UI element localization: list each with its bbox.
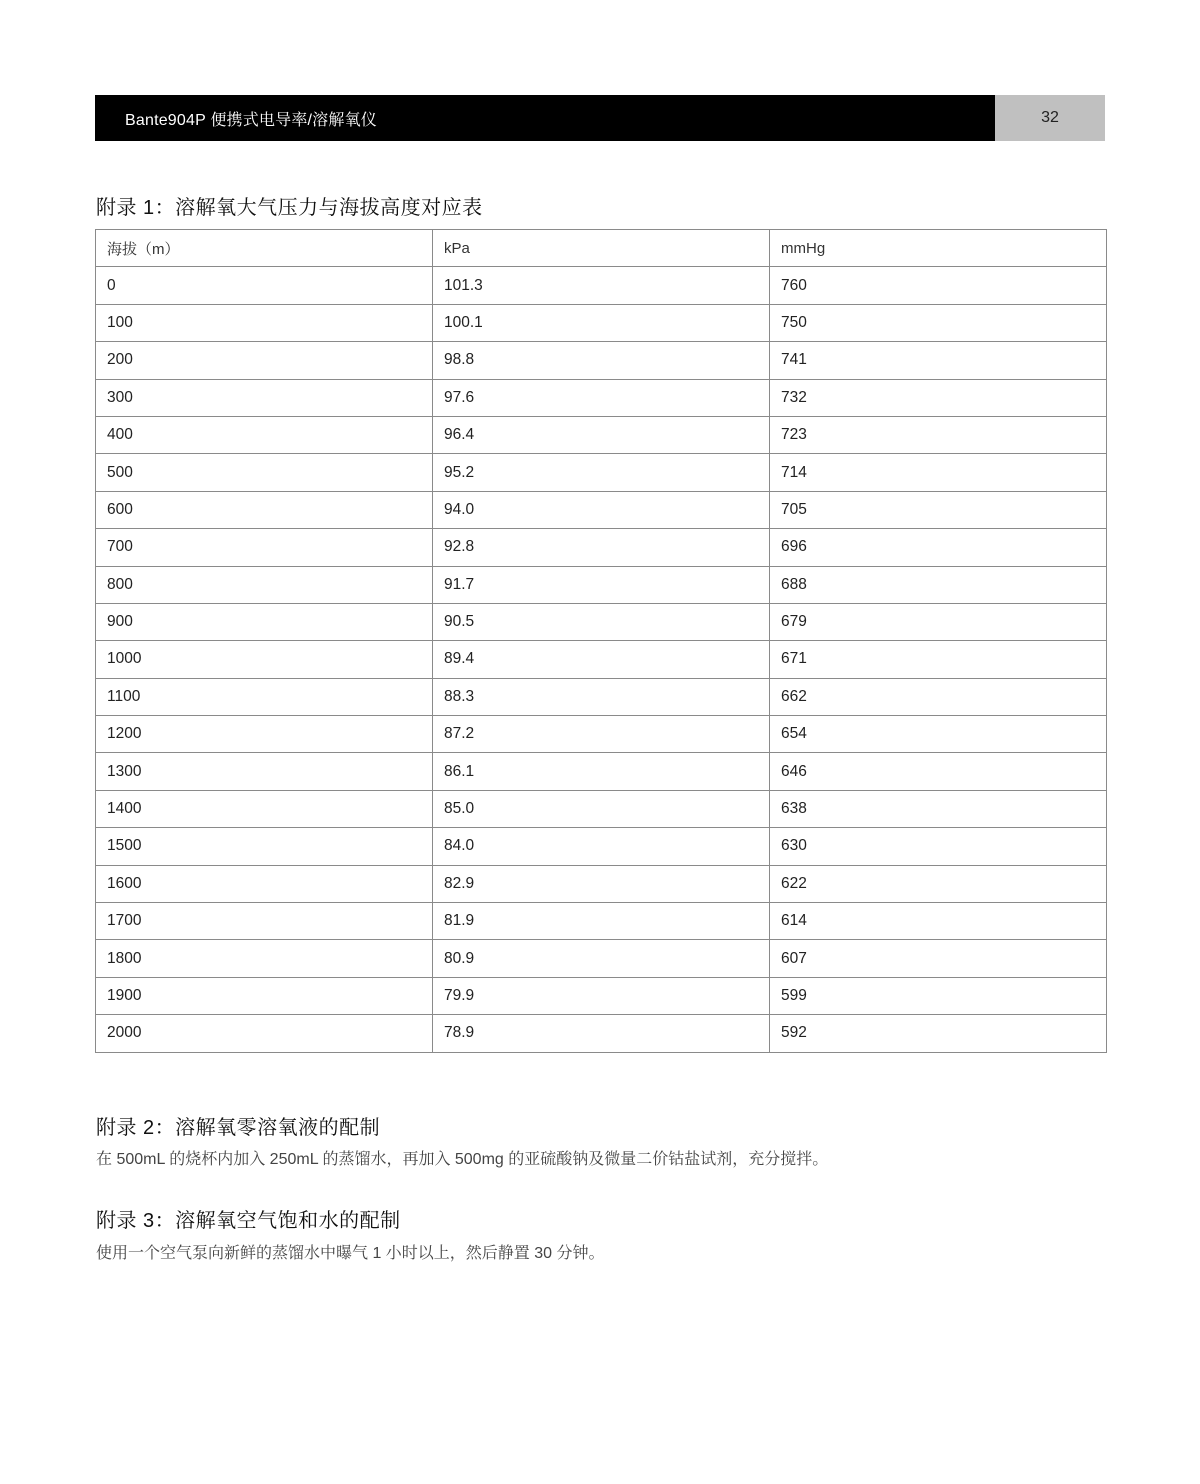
- table-row: [96, 641, 1107, 678]
- table-row: [96, 865, 1107, 902]
- page-number-block: [995, 95, 1105, 141]
- cell-mmhg: 671: [770, 641, 1107, 678]
- cell-kpa: 82.9: [433, 865, 770, 902]
- cell-altitude: 800: [96, 566, 433, 603]
- cell-kpa: 78.9: [433, 1015, 770, 1052]
- cell-mmhg: 741: [770, 342, 1107, 379]
- table-row: [96, 267, 1107, 304]
- appendix3-body: 使用一个空气泵向新鲜的蒸馏水中曝气 1 小时以上，然后静置 30 分钟。: [96, 1245, 605, 1262]
- table-row: [96, 828, 1107, 865]
- table-row: [96, 379, 1107, 416]
- cell-altitude: 200: [96, 342, 433, 379]
- table-row: [96, 977, 1107, 1014]
- table-row: [96, 603, 1107, 640]
- cell-mmhg: 607: [770, 940, 1107, 977]
- table-row: [96, 491, 1107, 528]
- cell-altitude: 0: [96, 267, 433, 304]
- cell-mmhg: 638: [770, 790, 1107, 827]
- cell-mmhg: 622: [770, 865, 1107, 902]
- table-row: [96, 416, 1107, 453]
- cell-mmhg: 679: [770, 603, 1107, 640]
- cell-altitude: 1800: [96, 940, 433, 977]
- cell-kpa: 89.4: [433, 641, 770, 678]
- cell-mmhg: 696: [770, 529, 1107, 566]
- cell-altitude: 1900: [96, 977, 433, 1014]
- appendix2-body: 在 500mL 的烧杯内加入 250mL 的蒸馏水，再加入 500mg 的亚硫酸钠及微量二价钴盐试剂，充分搅拌。: [96, 1151, 829, 1168]
- table-row: [96, 903, 1107, 940]
- table-row: [96, 716, 1107, 753]
- cell-kpa: 90.5: [433, 603, 770, 640]
- cell-mmhg: 705: [770, 491, 1107, 528]
- cell-mmhg: 750: [770, 304, 1107, 341]
- cell-mmhg: 662: [770, 678, 1107, 715]
- cell-altitude: 1600: [96, 865, 433, 902]
- cell-kpa: 96.4: [433, 416, 770, 453]
- cell-kpa: 87.2: [433, 716, 770, 753]
- table-row: [96, 940, 1107, 977]
- cell-altitude: 1200: [96, 716, 433, 753]
- cell-altitude: 300: [96, 379, 433, 416]
- cell-kpa: 98.8: [433, 342, 770, 379]
- table-row: [96, 529, 1107, 566]
- table-row: [96, 753, 1107, 790]
- cell-mmhg: 592: [770, 1015, 1107, 1052]
- cell-altitude: 900: [96, 603, 433, 640]
- cell-mmhg: 732: [770, 379, 1107, 416]
- cell-kpa: 84.0: [433, 828, 770, 865]
- document-title: Bante904P 便携式电导率/溶解氧仪: [125, 111, 377, 129]
- cell-altitude: 1500: [96, 828, 433, 865]
- cell-kpa: 85.0: [433, 790, 770, 827]
- cell-altitude: 700: [96, 529, 433, 566]
- appendix3-title: 附录 3：溶解氧空气饱和水的配制: [96, 1210, 401, 1232]
- appendix1-title: 附录 1：溶解氧大气压力与海拔高度对应表: [96, 197, 483, 219]
- appendix2-title: 附录 2：溶解氧零溶氧液的配制: [96, 1117, 381, 1139]
- cell-altitude: 1700: [96, 903, 433, 940]
- cell-kpa: 80.9: [433, 940, 770, 977]
- cell-mmhg: 599: [770, 977, 1107, 1014]
- cell-altitude: 400: [96, 416, 433, 453]
- cell-altitude: 100: [96, 304, 433, 341]
- cell-kpa: 95.2: [433, 454, 770, 491]
- cell-mmhg: 614: [770, 903, 1107, 940]
- table-row: [96, 1015, 1107, 1052]
- altitude-pressure-table: [95, 229, 1107, 1053]
- cell-kpa: 91.7: [433, 566, 770, 603]
- table-row: [96, 566, 1107, 603]
- cell-altitude: 1100: [96, 678, 433, 715]
- header-title-block: [95, 95, 995, 141]
- cell-mmhg: 714: [770, 454, 1107, 491]
- cell-kpa: 92.8: [433, 529, 770, 566]
- altitude-pressure-table-container: [95, 229, 1106, 1053]
- cell-kpa: 86.1: [433, 753, 770, 790]
- table-row: [96, 454, 1107, 491]
- cell-kpa: 94.0: [433, 491, 770, 528]
- cell-mmhg: 646: [770, 753, 1107, 790]
- cell-altitude: 1000: [96, 641, 433, 678]
- page-header: [95, 95, 1105, 141]
- table-row: [96, 678, 1107, 715]
- table-row: [96, 342, 1107, 379]
- column-header-mmhg: mmHg: [770, 230, 1107, 267]
- cell-altitude: 500: [96, 454, 433, 491]
- table-row: [96, 304, 1107, 341]
- column-header-kpa: kPa: [433, 230, 770, 267]
- cell-mmhg: 688: [770, 566, 1107, 603]
- cell-kpa: 88.3: [433, 678, 770, 715]
- cell-kpa: 81.9: [433, 903, 770, 940]
- page-number: 32: [1041, 109, 1059, 126]
- cell-kpa: 97.6: [433, 379, 770, 416]
- cell-mmhg: 654: [770, 716, 1107, 753]
- cell-altitude: 600: [96, 491, 433, 528]
- cell-mmhg: 723: [770, 416, 1107, 453]
- cell-mmhg: 760: [770, 267, 1107, 304]
- cell-altitude: 1300: [96, 753, 433, 790]
- cell-mmhg: 630: [770, 828, 1107, 865]
- cell-altitude: 2000: [96, 1015, 433, 1052]
- cell-kpa: 79.9: [433, 977, 770, 1014]
- cell-altitude: 1400: [96, 790, 433, 827]
- cell-kpa: 100.1: [433, 304, 770, 341]
- table-body: [96, 267, 1107, 1052]
- cell-kpa: 101.3: [433, 267, 770, 304]
- table-row: [96, 790, 1107, 827]
- table-header-row: [96, 230, 1107, 267]
- column-header-altitude: 海拔（m）: [96, 230, 433, 267]
